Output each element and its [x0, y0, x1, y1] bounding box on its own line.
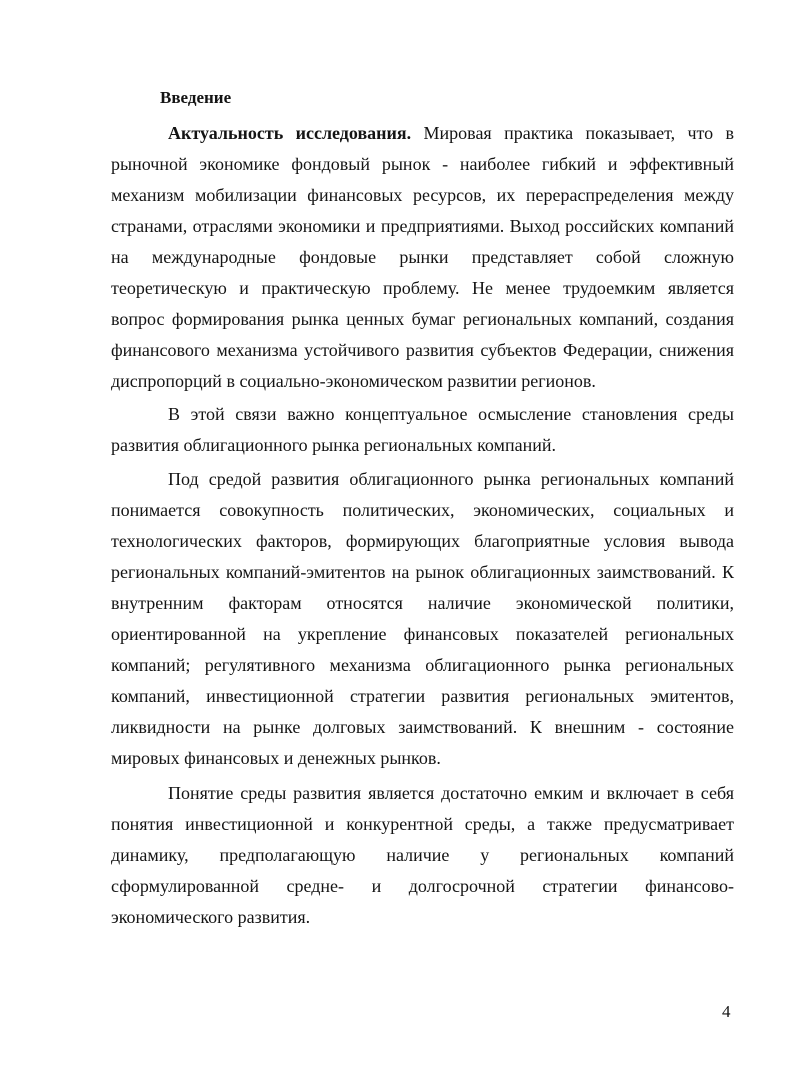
paragraph-context — [111, 399, 734, 461]
page-number: 4 — [722, 1002, 731, 1021]
section-heading: Введение — [160, 88, 232, 107]
body-text — [111, 118, 734, 933]
paragraph-text: Мировая практика показывает, что в рыночной экономике фондовый рынок - наиболее гибкий и эффективный механизм мобилизации финансовых ресурсов, их перераспределения между странами, отраслями экономики и предприятиями. Выход российских компаний на международные фондовые рынки представляет собой сложную теоретическую и практическую проблему. Не менее трудоемким является вопрос формирования рынка ценных бумаг региональных компаний, создания финансового механизма устойчивого развития субъектов Федерации, снижения диспропорций в социально-экономическом развитии регионов. — [111, 123, 734, 391]
paragraph-lead: Актуальность исследования. — [168, 123, 412, 143]
paragraph-relevance — [111, 118, 734, 397]
paragraph-definition — [111, 464, 734, 774]
paragraph-concept — [111, 778, 734, 933]
paragraph-text: Понятие среды развития является достаточно емким и включает в себя понятия инвестиционной и конкурентной среды, а также предусматривает динамику, предполагающую наличие у региональных компаний сформулированной средне- и долгосрочной стратегии финансово-экономического развития. — [111, 783, 734, 927]
paragraph-text: В этой связи важно концептуальное осмысление становления среды развития облигационного рынка региональных компаний. — [111, 404, 734, 455]
paragraph-text: Под средой развития облигационного рынка региональных компаний понимается совокупность политических, экономических, социальных и технологических факторов, формирующих благоприятные условия вывода региональных компаний-эмитентов на рынок облигационных заимствований. К внутренним факторам относятся наличие экономической политики, ориентированной на укрепление финансовых показателей региональных компаний; регулятивного механизма облигационного рынка региональных компаний, инвестиционной стратегии развития региональных эмитентов, ликвидности на рынке долговых заимствований. К внешним - состояние мировых финансовых и денежных рынков. — [111, 469, 734, 768]
